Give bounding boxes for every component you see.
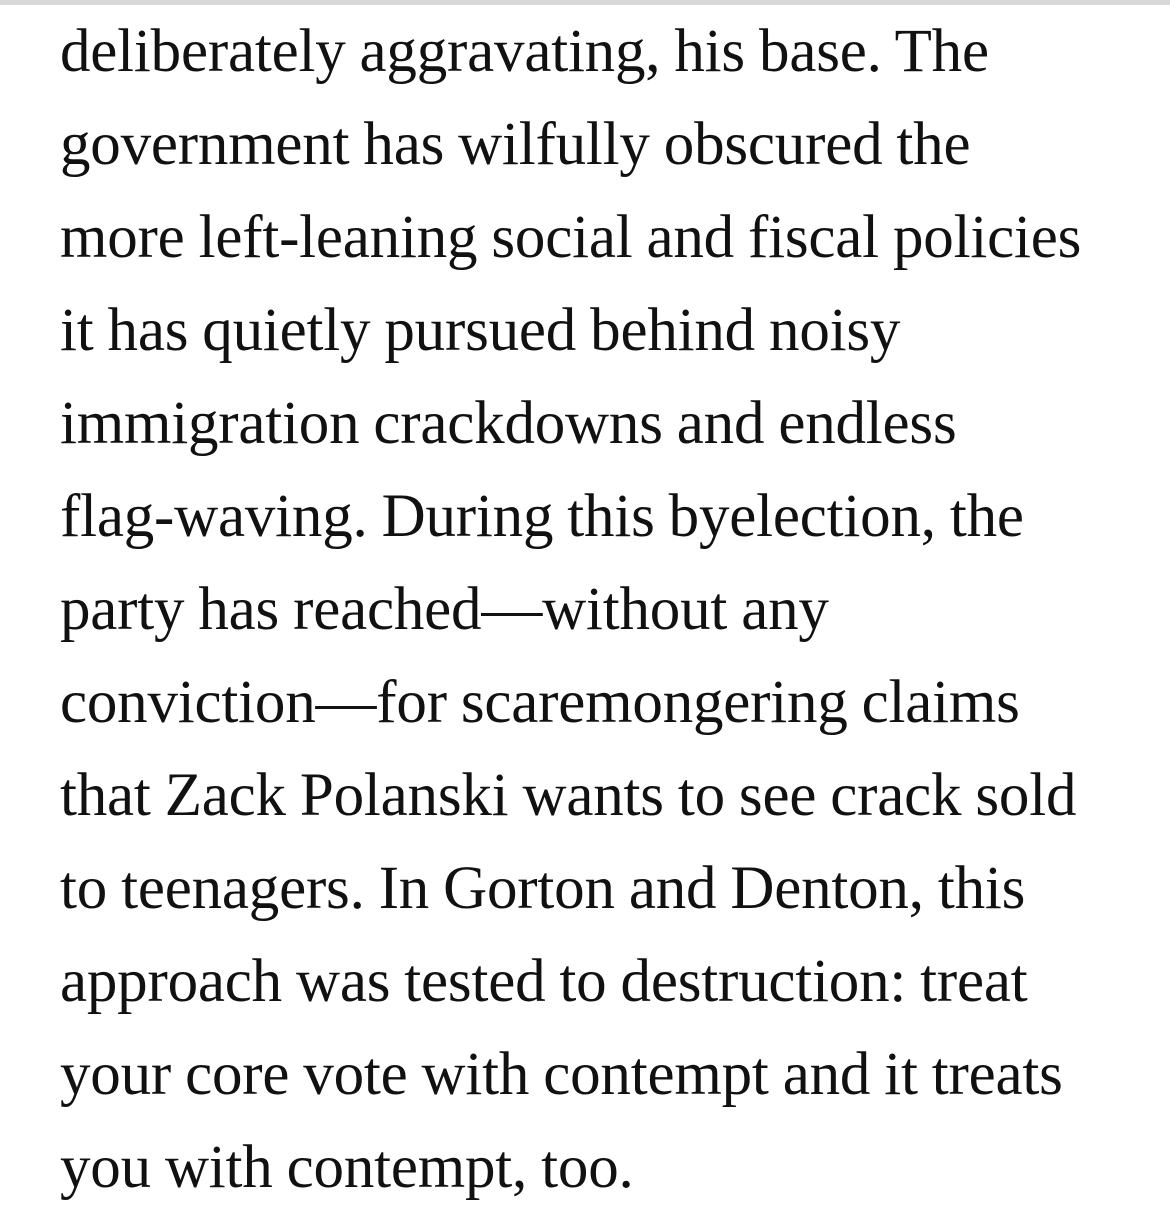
article-paragraph: deliberately aggravating, his base. The government has wilfully obscured the more left-leaning social and fiscal policies it has quietly pursued behind noisy immigration crackdowns and endless flag-waving. During this byelection, the party has reached—without any conviction—for scaremongering claims that Zack Polanski wants to see crack sold to teenagers. In Gorton and Denton, this approach was tested to destruction: treat your core vote with contempt and it treats you with contempt, too. (60, 18, 1082, 1201)
article-body (0, 5, 1170, 1214)
